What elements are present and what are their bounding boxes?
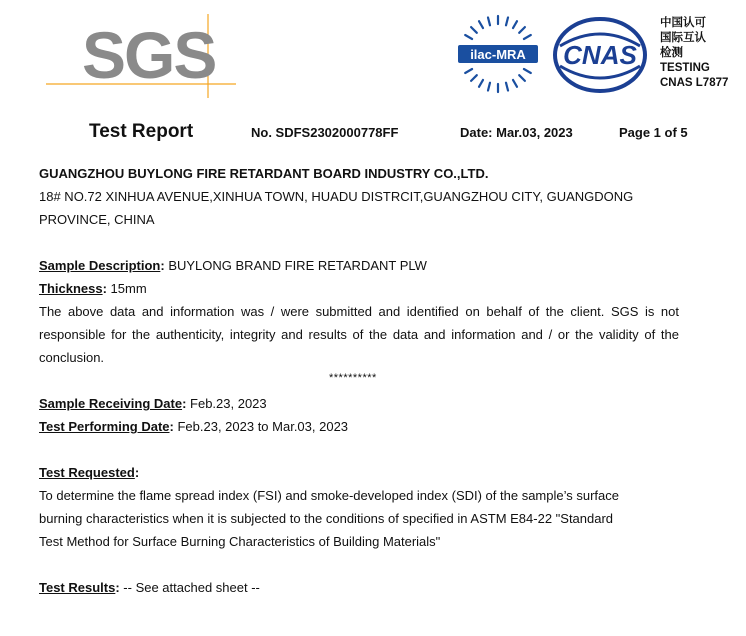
report-date: Date: Mar.03, 2023 — [460, 125, 573, 140]
receiving-date-label: Sample Receiving Date — [39, 396, 183, 411]
test-requested-heading: Test Requested: — [39, 465, 140, 480]
sgs-logo — [46, 14, 236, 98]
disclaimer-line: responsible for the authenticity, integrity and results of the data and information and / or the validity of the — [39, 327, 679, 342]
client-address-line1: 18# NO.72 XINHUA AVENUE,XINHUA TOWN, HUADU DISTRCIT,GUANGZHOU CITY, GUANGDONG — [39, 189, 634, 204]
accreditation-line: CNAS L7877 — [660, 77, 729, 89]
report-number: No. SDFS2302000778FF — [251, 125, 399, 140]
accreditation-line: 检测 — [660, 47, 683, 59]
accreditation-line: 国际互认 — [660, 32, 706, 44]
svg-text:ilac-MRA: ilac-MRA — [470, 47, 526, 62]
sample-description-value: BUYLONG BRAND FIRE RETARDANT PLW — [164, 258, 427, 273]
disclaimer-paragraph — [39, 300, 679, 369]
cnas-logo — [552, 16, 648, 94]
performing-date-row: Test Performing Date: Feb.23, 2023 to Mar.03, 2023 — [39, 419, 349, 434]
sample-description-label: Sample Description — [39, 258, 161, 273]
client-address-line2: PROVINCE, CHINA — [39, 212, 155, 227]
performing-date-label: Test Performing Date — [39, 419, 170, 434]
page-indicator: Page 1 of 5 — [619, 125, 688, 140]
test-results-label: Test Results — [39, 580, 116, 595]
svg-text:SGS: SGS — [82, 18, 216, 92]
separator-stars: ********** — [329, 372, 377, 384]
test-results-value: -- See attached sheet -- — [119, 580, 260, 595]
accreditation-line: 中国认可 — [660, 17, 706, 29]
test-requested-line: burning characteristics when it is subjected to the conditions of specified in ASTM E84-22 "Standard — [39, 511, 614, 526]
accreditation-text — [660, 16, 728, 91]
report-title: Test Report — [89, 121, 194, 142]
performing-date-value: Feb.23, 2023 to Mar.03, 2023 — [173, 419, 349, 434]
thickness-value: 15mm — [106, 281, 147, 296]
test-results-row: Test Results: -- See attached sheet -- — [39, 580, 260, 595]
ilac-mra-logo — [456, 12, 540, 96]
test-requested-line: To determine the flame spread index (FSI) and smoke-developed index (SDI) of the sample’s surface — [39, 488, 619, 503]
thickness-label: Thickness — [39, 281, 103, 296]
disclaimer-line: The above data and information was / were submitted and identified on behalf of the client. SGS is not — [39, 304, 679, 319]
thickness-row: Thickness: 15mm — [39, 281, 147, 296]
test-requested-line: Test Method for Surface Burning Characteristics of Building Materials" — [39, 534, 441, 549]
client-name: GUANGZHOU BUYLONG FIRE RETARDANT BOARD INDUSTRY CO.,LTD. — [39, 166, 489, 181]
receiving-date-value: Feb.23, 2023 — [186, 396, 267, 411]
test-requested-label: Test Requested — [39, 465, 135, 480]
receiving-date-row: Sample Receiving Date: Feb.23, 2023 — [39, 396, 267, 411]
sample-description-row: Sample Description: BUYLONG BRAND FIRE RETARDANT PLW — [39, 258, 427, 273]
svg-text:CNAS: CNAS — [563, 40, 637, 70]
disclaimer-line: conclusion. — [39, 350, 105, 365]
accreditation-line: TESTING — [660, 62, 710, 74]
